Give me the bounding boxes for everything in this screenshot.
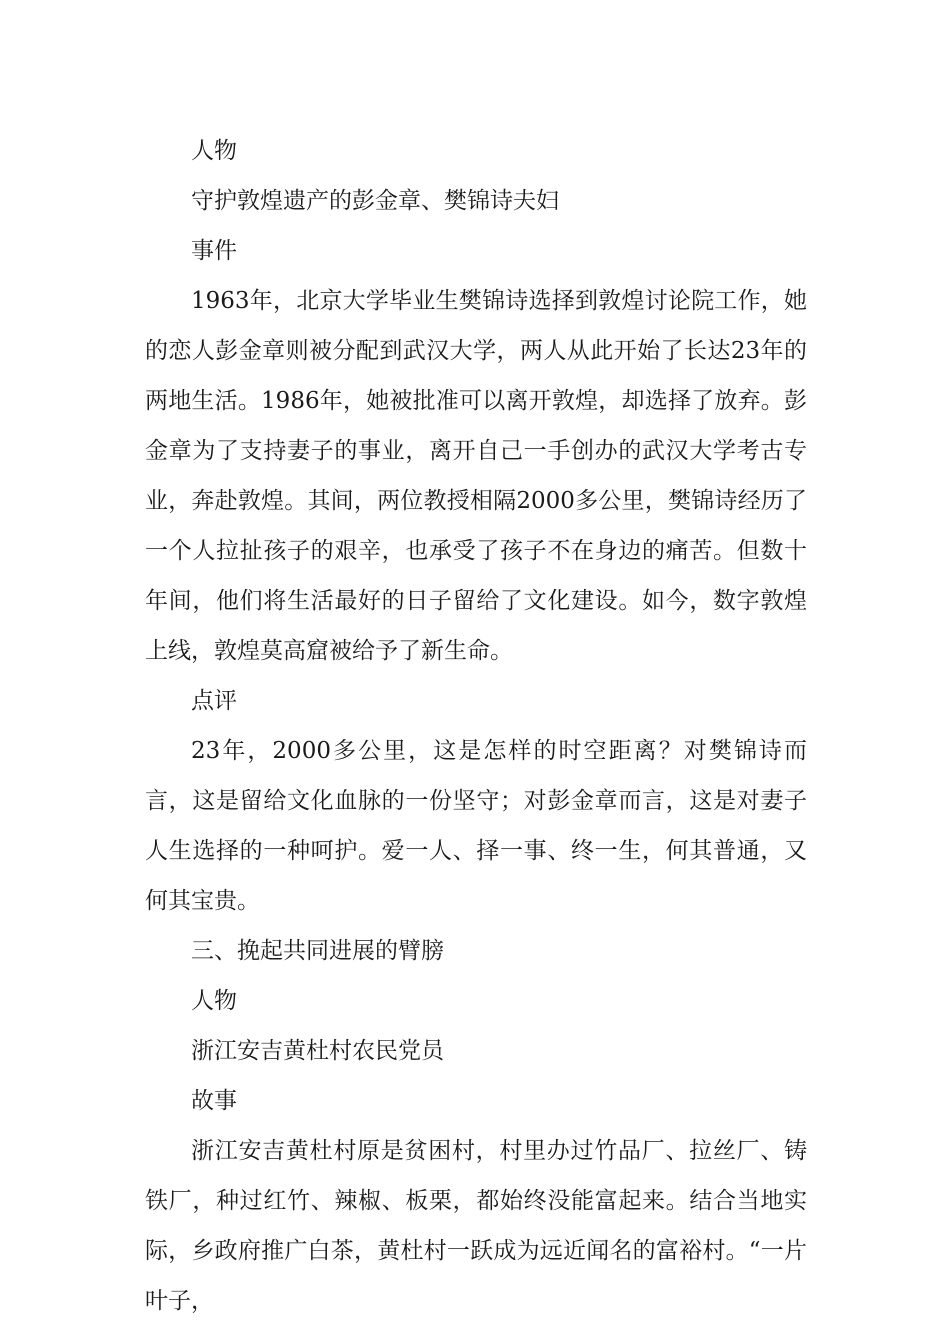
subject-line-2: 浙江安吉黄杜村农民党员 bbox=[191, 1038, 444, 1064]
story-paragraph: 浙江安吉黄杜村原是贫困村，村里办过竹品厂、拉丝厂、铸铁厂，种过红竹、辣椒、板栗，都始终没能富起来。结合当地实际，乡政府推广白茶，黄杜村一跃成为远近闻名的富裕村。“一片叶子， bbox=[145, 1138, 807, 1314]
event-paragraph: 1963年，北京大学毕业生樊锦诗选择到敦煌讨论院工作，她的恋人彭金章则被分配到武汉大学，两人从此开始了长达23年的两地生活。1986年，她被批准可以离开敦煌，却选择了放弃。彭金章为了支持妻子的事业，离开自己一手创办的武汉大学考古专业，奔赴敦煌。其间，两位教授相隔2000多公里，樊锦诗经历了一个人拉扯孩子的艰辛，也承受了孩子不在身边的痛苦。但数十年间，他们将生活最好的日子留给了文化建设。如今，数字敦煌上线，敦煌莫高窟被给予了新生命。 bbox=[145, 288, 807, 664]
comment-paragraph: 23年，2000多公里，这是怎样的时空距离？对樊锦诗而言，这是留给文化血脉的一份坚守；对彭金章而言，这是对妻子人生选择的一种呵护。爱一人、择一事、终一生，何其普通，又何其宝贵。 bbox=[145, 738, 807, 914]
heading-people: 人物 bbox=[191, 138, 237, 164]
heading-story: 故事 bbox=[191, 1088, 237, 1114]
section-three-title: 三、挽起共同进展的臂膀 bbox=[191, 938, 444, 964]
heading-comment: 点评 bbox=[191, 688, 237, 714]
subject-line: 守护敦煌遗产的彭金章、樊锦诗夫妇 bbox=[191, 188, 559, 214]
heading-people-2: 人物 bbox=[191, 988, 237, 1014]
document-body bbox=[145, 126, 807, 1326]
heading-event: 事件 bbox=[191, 238, 237, 264]
